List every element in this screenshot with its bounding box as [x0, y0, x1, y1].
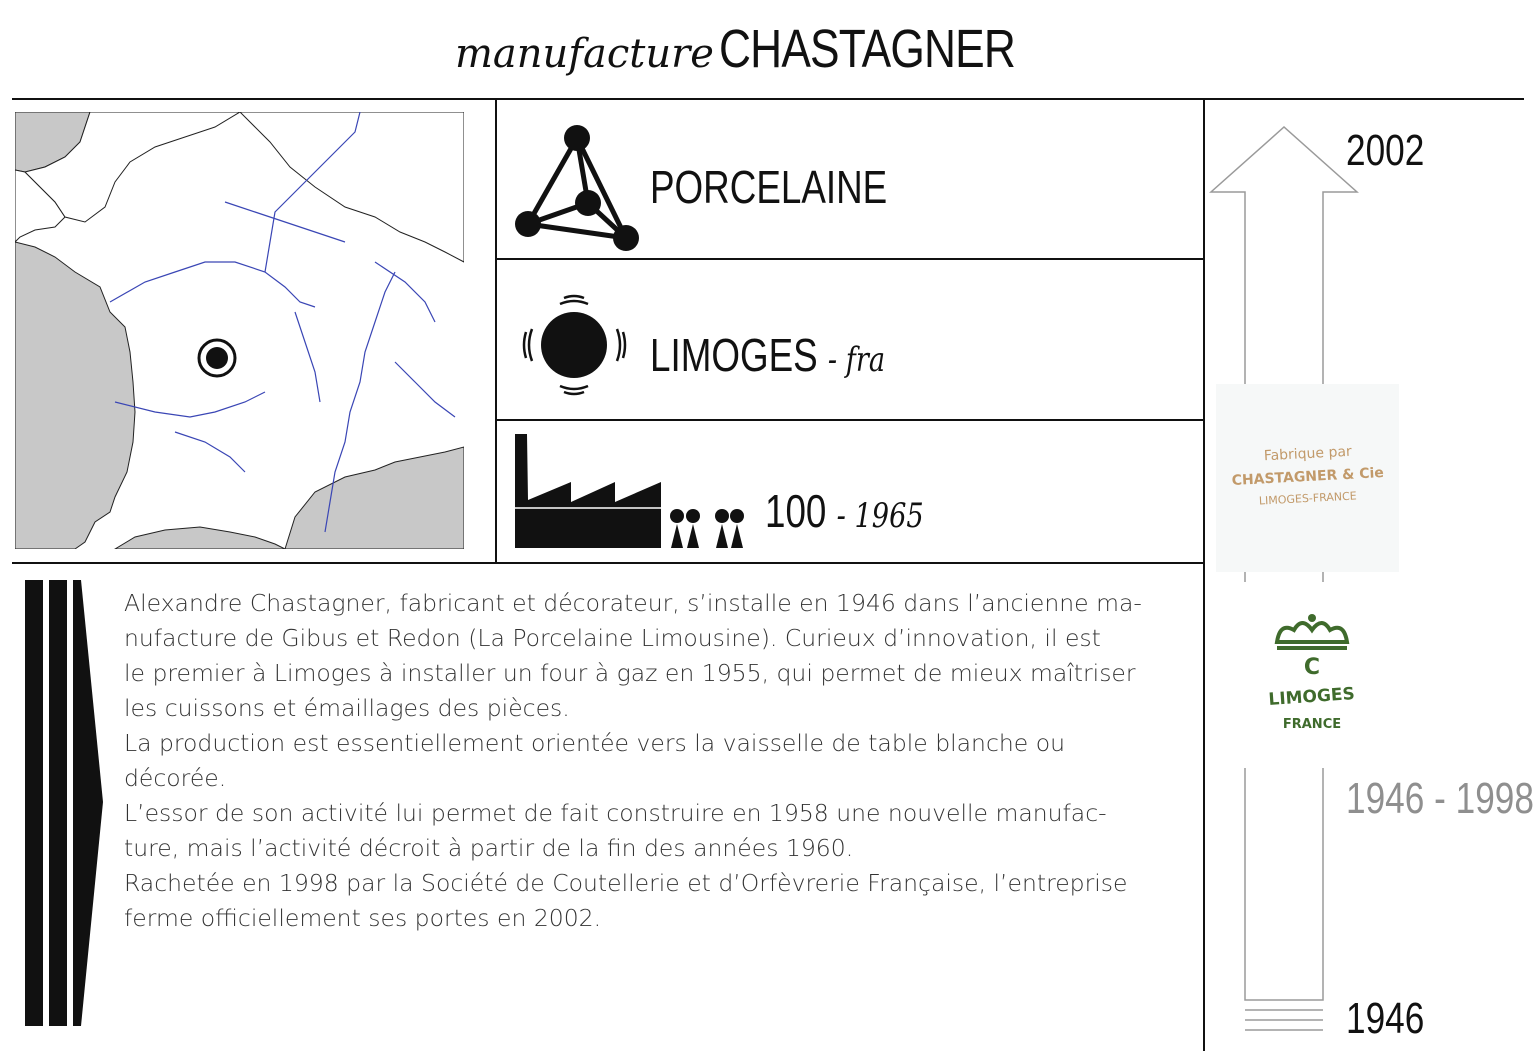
mark1-line: Fabrique par	[1263, 443, 1353, 465]
factory-icon	[513, 434, 745, 550]
description-line: ture, mais l’activité décroit à partir de la fin des années 1960.	[124, 834, 854, 862]
location-country: - fra	[827, 340, 886, 380]
description-line: les cuissons et émaillages des pièces.	[124, 694, 570, 722]
mark2-limoges: LIMOGES	[1267, 684, 1356, 710]
timeline-arrow-icon	[1208, 124, 1360, 1034]
mark2-letter: C	[1303, 655, 1321, 680]
workers-count: 100	[765, 485, 827, 537]
title-italic: manufacture	[454, 31, 714, 77]
map-divider	[495, 99, 497, 563]
timeline-end-year: 2002	[1346, 126, 1425, 175]
bars-arrow-icon	[25, 580, 105, 1026]
workers-label	[765, 484, 924, 538]
range-separator: -	[1434, 774, 1446, 823]
porcelain-mark-2	[1222, 582, 1400, 768]
mark2-france: FRANCE	[1282, 717, 1342, 732]
molecule-icon	[510, 122, 645, 254]
description	[124, 586, 1194, 936]
range-end: 1998	[1455, 774, 1534, 823]
range-start: 1946	[1346, 774, 1425, 823]
top-divider	[12, 98, 1524, 100]
description-line: nufacture de Gibus et Redon (La Porcelaine Limousine). Curieux d’innovation, il est	[124, 624, 1101, 652]
timeline-range	[1346, 774, 1534, 824]
mark1-line: CHASTAGNER & Cie	[1231, 465, 1385, 489]
description-line: Rachetée en 1998 par la Société de Coutellerie et d’Orfèvrerie Française, l’entreprise	[124, 869, 1128, 897]
description-line: ferme officiellement ses portes en 2002.	[124, 904, 602, 932]
description-line: décorée.	[124, 764, 227, 792]
location-label	[650, 328, 885, 382]
porcelain-mark-1	[1216, 384, 1399, 572]
row2-divider	[496, 419, 1204, 421]
location-city: LIMOGES	[650, 329, 818, 381]
title-bold: CHASTAGNER	[719, 19, 1016, 79]
mark1-line: LIMOGES-FRANCE	[1258, 489, 1358, 508]
description-line: Alexandre Chastagner, fabricant et décorateur, s’installe en 1946 dans l’ancienne ma-	[124, 589, 1142, 617]
page-title	[0, 18, 1535, 80]
workers-year: - 1965	[836, 496, 924, 536]
description-line: L’essor de son activité lui permet de fait construire en 1958 une nouvelle manufac-	[124, 799, 1107, 827]
timeline-start-year: 1946	[1346, 994, 1425, 1043]
middle-divider	[12, 562, 1205, 564]
description-line: le premier à Limoges à installer un four à gaz en 1955, qui permet de mieux maîtriser	[124, 659, 1136, 687]
row1-divider	[496, 258, 1204, 260]
description-line: La production est essentiellement orientée vers la vaisselle de table blanche ou	[124, 729, 1065, 757]
timeline-divider	[1203, 99, 1205, 1051]
location-icon	[522, 294, 627, 396]
material-label: PORCELAINE	[650, 161, 888, 213]
france-map	[15, 112, 464, 549]
